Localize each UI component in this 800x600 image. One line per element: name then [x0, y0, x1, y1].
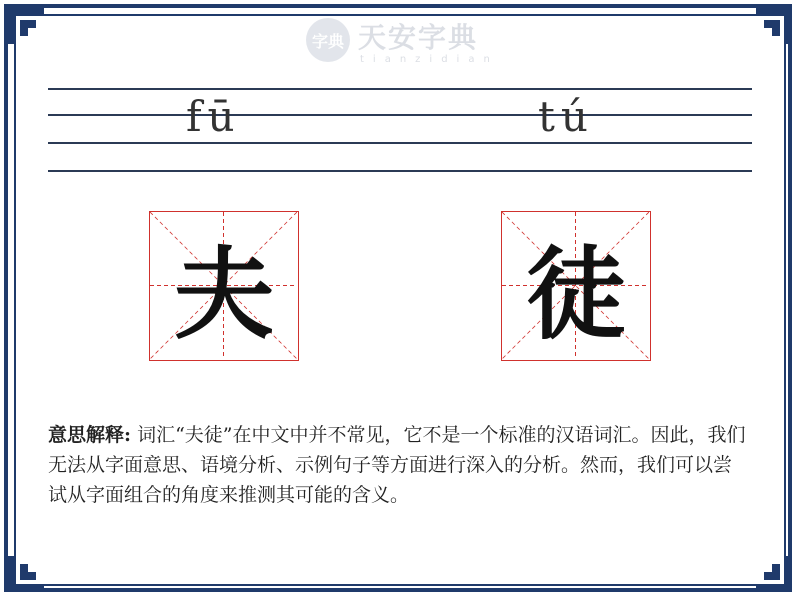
- pinyin-line-1: [48, 88, 752, 90]
- corner-ornament-top-right: [754, 6, 794, 46]
- meaning-label-colon: :: [124, 424, 132, 446]
- site-logo: [300, 14, 500, 70]
- logo-brand-english: tianzidian: [360, 54, 499, 65]
- pinyin-line-3: [48, 142, 752, 144]
- corner-ornament-top-left: [6, 6, 46, 46]
- pinyin-second: tú: [538, 92, 594, 141]
- character-box-first: [149, 211, 299, 361]
- corner-ornament-bottom-left: [6, 554, 46, 594]
- character-first: 夫: [174, 235, 274, 353]
- logo-emblem-icon: [306, 18, 350, 62]
- pinyin-line-4: [48, 170, 752, 172]
- meaning-label: 意思解释: [48, 424, 125, 446]
- corner-ornament-bottom-right: [754, 554, 794, 594]
- pinyin-first: fū: [186, 92, 241, 141]
- character-second: 徒: [526, 235, 626, 353]
- meaning-text: 词汇“夫徒”在中文中并不常见，它不是一个标准的汉语词汇。因此，我们无法从字面意思、语境分析、示例句子等方面进行深入的分析。然而，我们可以尝试从字面组合的角度来推测其可能的含义。: [48, 424, 746, 506]
- meaning-paragraph: [48, 420, 748, 510]
- pinyin-line-2: [48, 114, 752, 116]
- logo-emblem-text: 字典: [311, 31, 344, 51]
- character-box-second: [501, 211, 651, 361]
- logo-brand-name: 天安字典: [358, 21, 479, 54]
